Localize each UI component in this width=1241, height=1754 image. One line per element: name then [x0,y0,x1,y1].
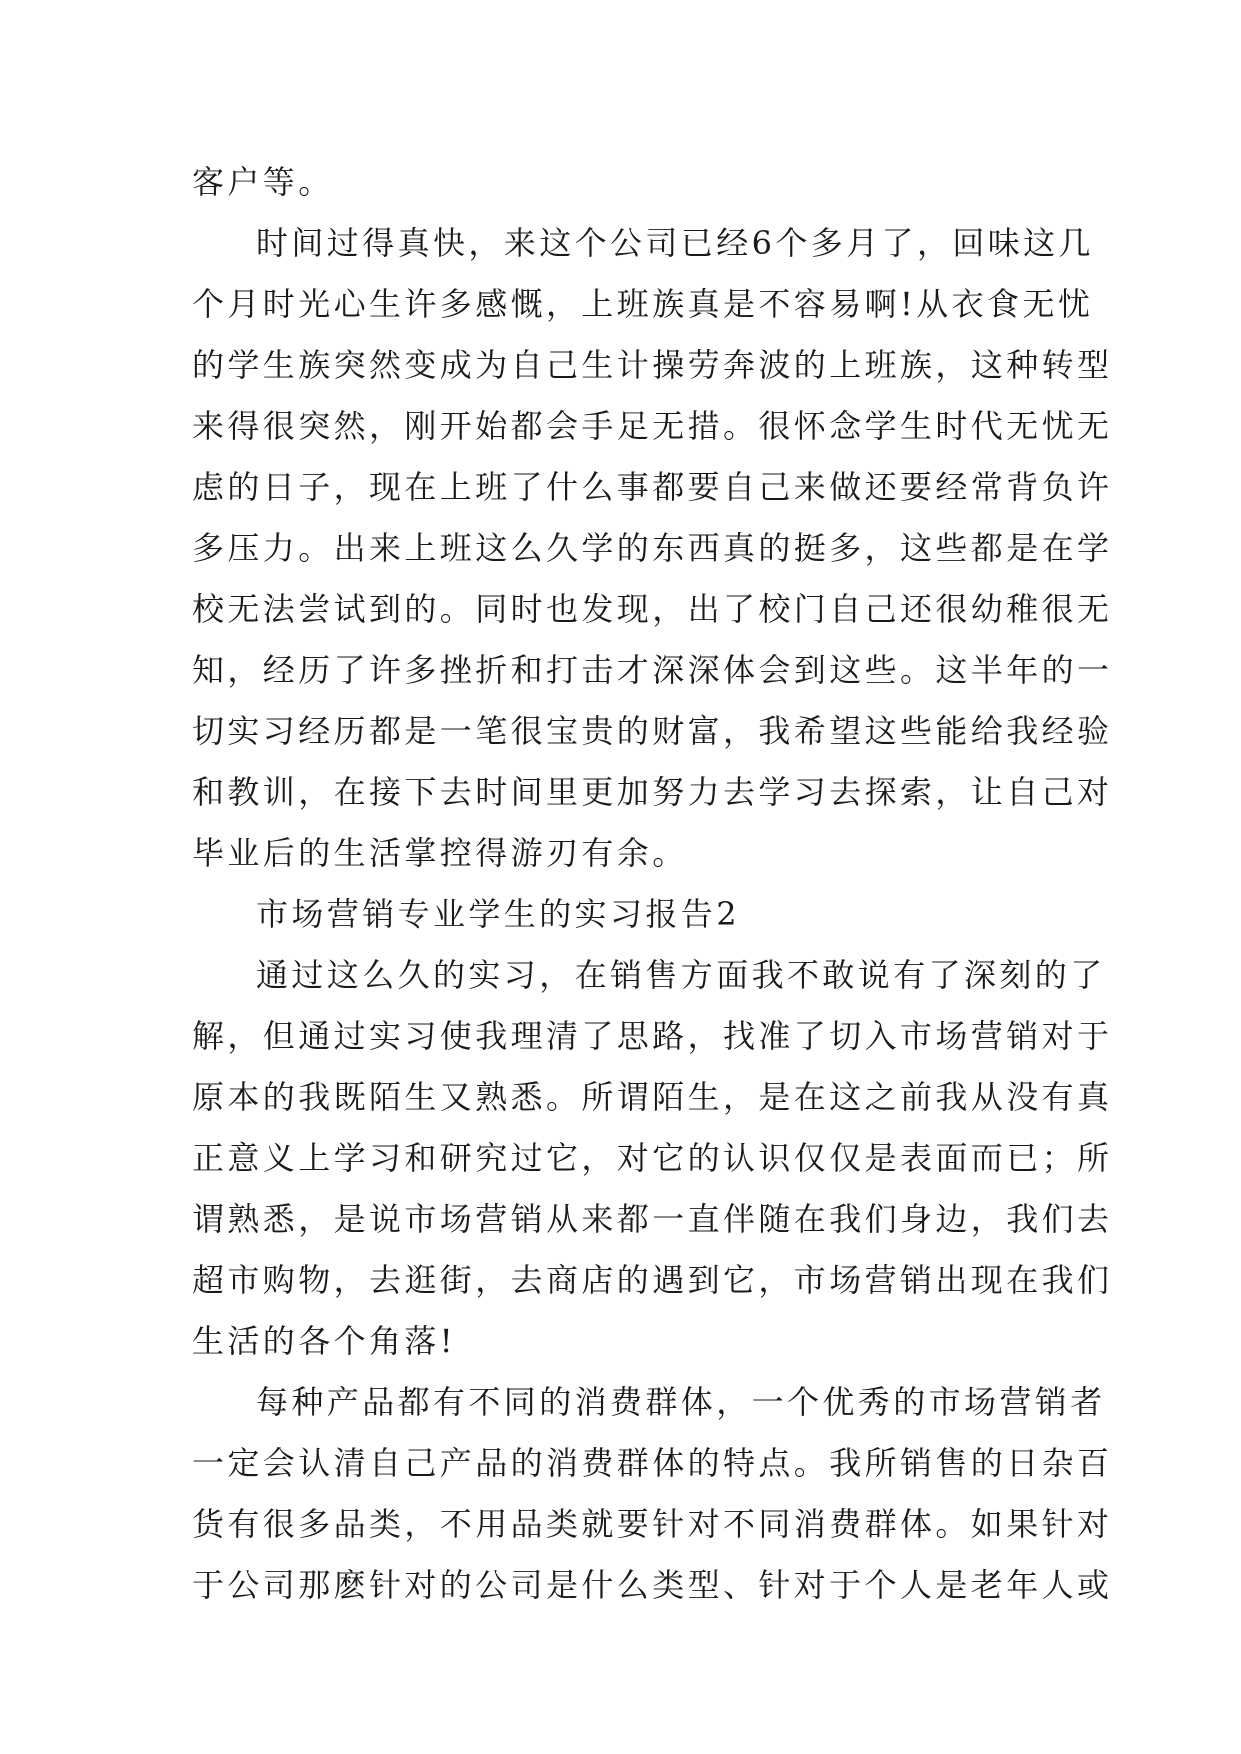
document-body [192,152,1113,1616]
text-line: 于公司那麽针对的公司是什么类型、针对于个人是老年人或 [192,1566,1113,1604]
text-line: 正意义上学习和研究过它，对它的认识仅仅是表面而已；所 [192,1139,1113,1177]
text-line: 解，但通过实习使我理清了思路，找准了切入市场营销对于 [192,1017,1113,1055]
text-line: 校无法尝试到的。同时也发现，出了校门自己还很幼稚很无 [192,590,1113,628]
section-heading: 市场营销专业学生的实习报告2 [256,895,740,933]
text-line: 个月时光心生许多感慨，上班族真是不容易啊!从衣食无忧 [192,285,1094,323]
paragraph-first-line: 时间过得真快，来这个公司已经6个多月了，回味这几 [256,224,1094,262]
text-line: 和教训，在接下去时间里更加努力去学习去探索，让自己对 [192,773,1113,811]
text-line: 毕业后的生活掌控得游刃有余。 [192,834,688,872]
text-line: 一定会认清自己产品的消费群体的特点。我所销售的日杂百 [192,1444,1113,1482]
text-line: 货有很多品类，不用品类就要针对不同消费群体。如果针对 [192,1505,1113,1543]
text-line: 生活的各个角落! [192,1322,457,1360]
text-line: 客户等。 [192,163,334,201]
text-line: 知，经历了许多挫折和打击才深深体会到这些。这半年的一 [192,651,1113,689]
paragraph-first-line: 通过这么久的实习，在销售方面我不敢说有了深刻的了 [256,956,1106,994]
text-line: 切实习经历都是一笔很宝贵的财富，我希望这些能给我经验 [192,712,1113,750]
text-line: 多压力。出来上班这么久学的东西真的挺多，这些都是在学 [192,529,1113,567]
paragraph-first-line: 每种产品都有不同的消费群体，一个优秀的市场营销者 [256,1383,1106,1421]
text-line: 虑的日子，现在上班了什么事都要自己来做还要经常背负许 [192,468,1113,506]
text-line: 原本的我既陌生又熟悉。所谓陌生，是在这之前我从没有真 [192,1078,1113,1116]
text-line: 来得很突然，刚开始都会手足无措。很怀念学生时代无忧无 [192,407,1113,445]
text-line: 超市购物，去逛街，去商店的遇到它，市场营销出现在我们 [192,1261,1113,1299]
text-line: 的学生族突然变成为自己生计操劳奔波的上班族，这种转型 [192,346,1113,384]
text-line: 谓熟悉，是说市场营销从来都一直伴随在我们身边，我们去 [192,1200,1113,1238]
